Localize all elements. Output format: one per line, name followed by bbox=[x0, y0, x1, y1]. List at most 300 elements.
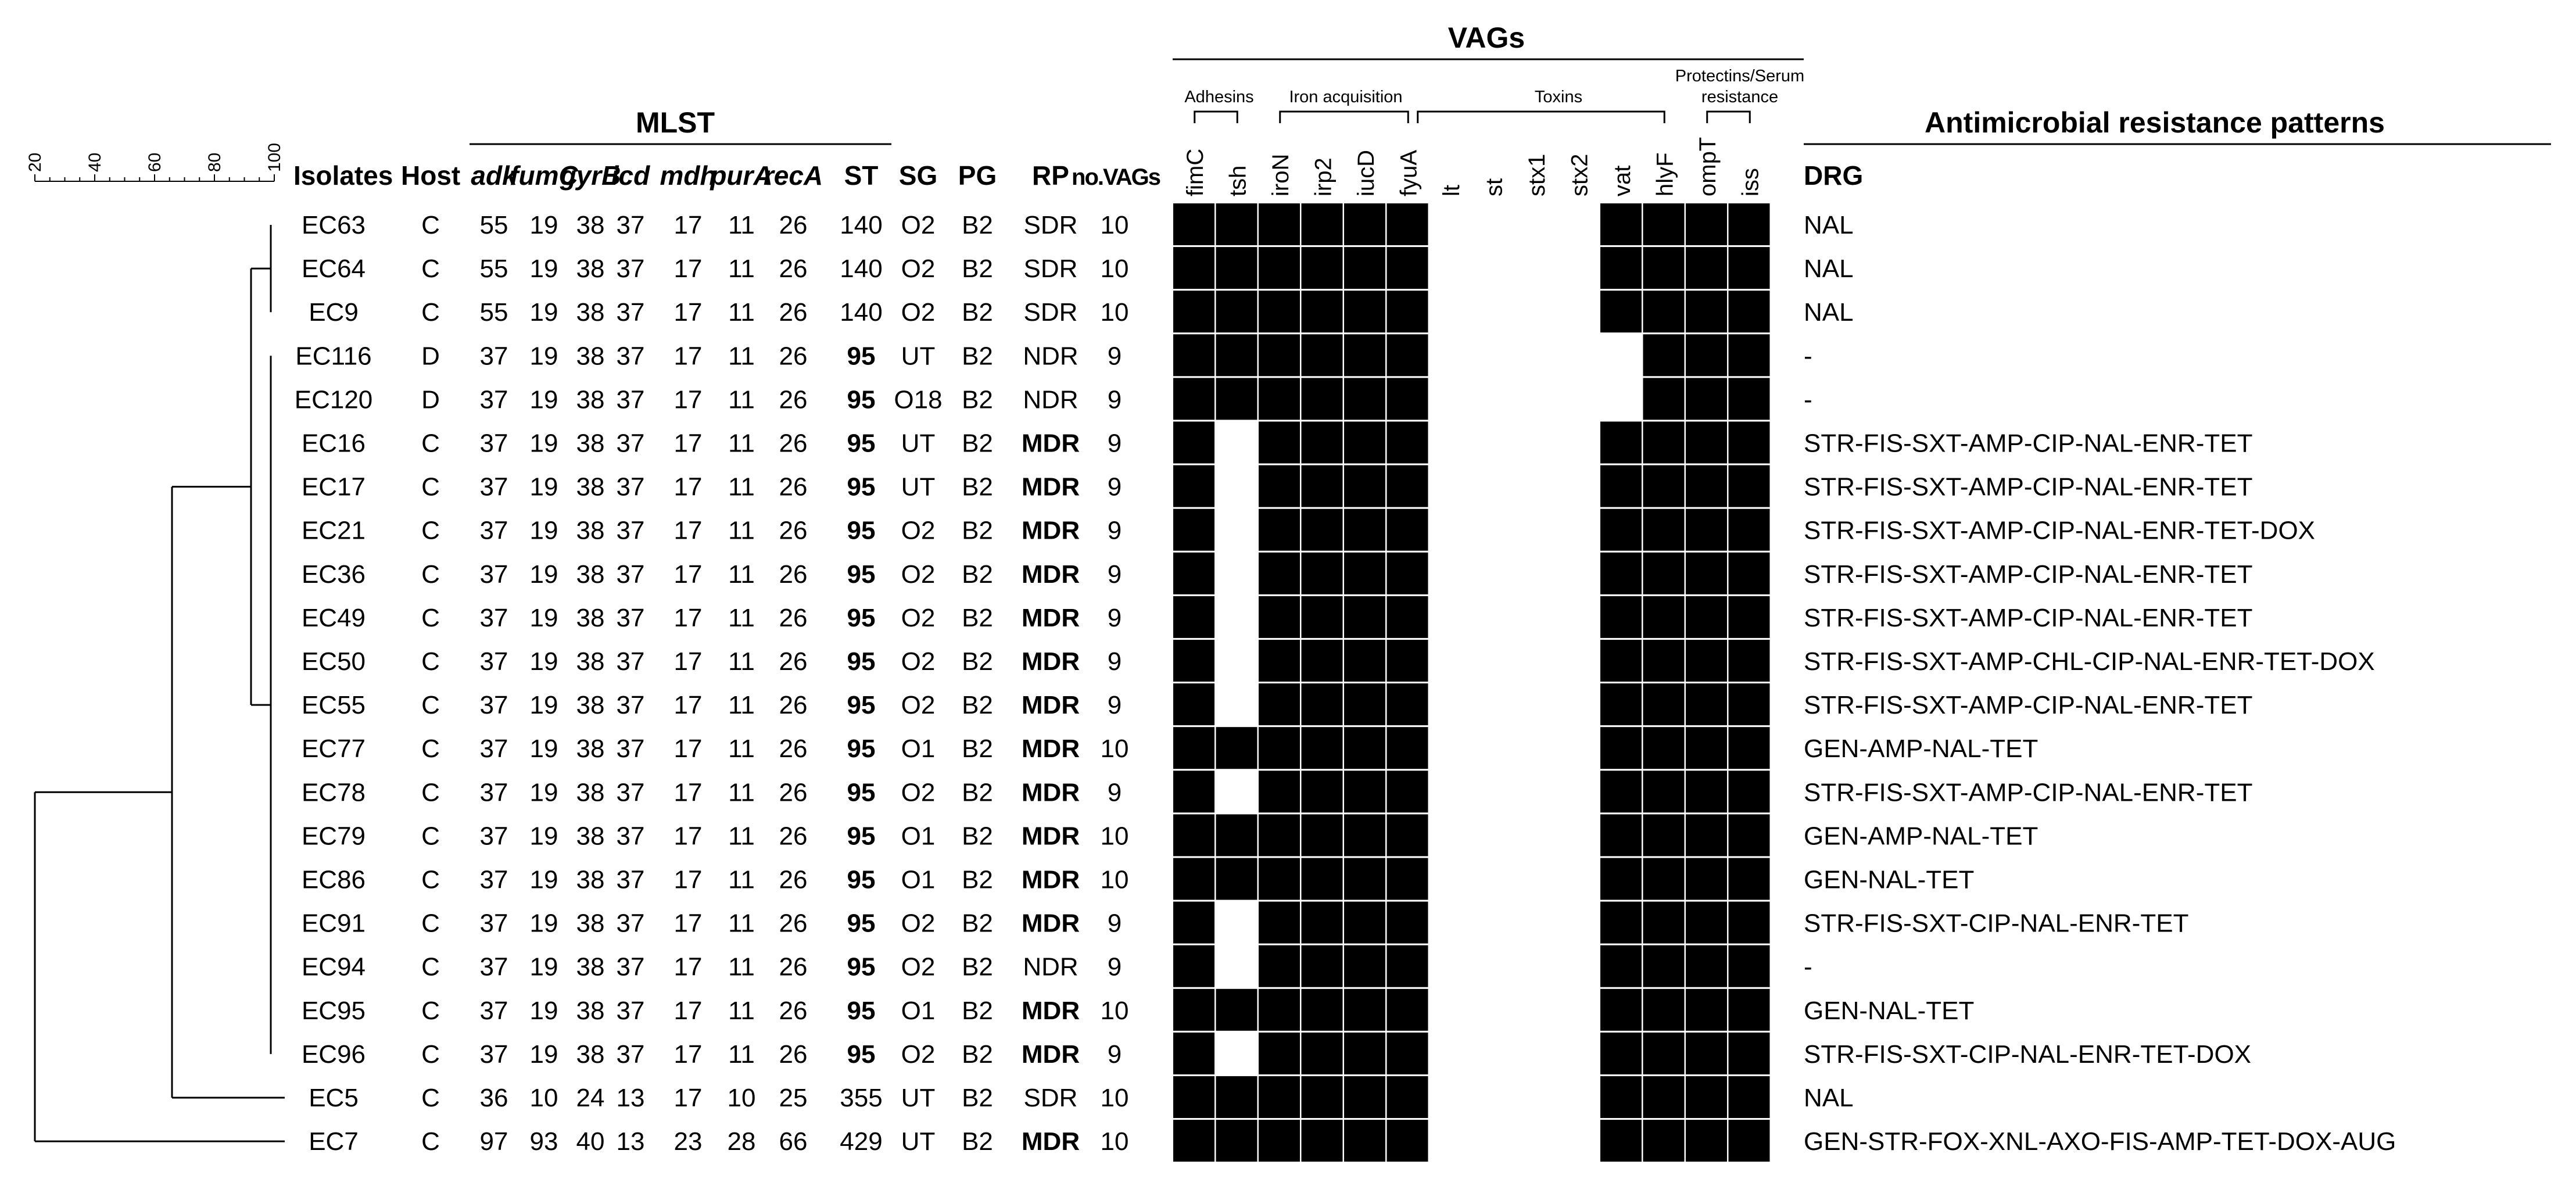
vag-label-fimC: fimC bbox=[1182, 148, 1208, 196]
mlst-allele: 26 bbox=[779, 865, 808, 894]
vag-cell-EC78-fyuA bbox=[1387, 771, 1428, 812]
vag-cell-EC21-fyuA bbox=[1387, 509, 1428, 551]
rp-value: MDR bbox=[1021, 909, 1080, 938]
mlst-allele: 37 bbox=[616, 342, 645, 371]
mlst-allele: 38 bbox=[576, 342, 605, 371]
isolate-id: EC49 bbox=[301, 603, 366, 632]
mlst-allele: 37 bbox=[616, 822, 645, 851]
vag-cell-EC7-iroN bbox=[1259, 1120, 1300, 1162]
vag-label-fyuA: fyuA bbox=[1396, 149, 1422, 196]
vag-cell-EC49-ompT bbox=[1686, 596, 1727, 638]
mlst-allele: 11 bbox=[728, 516, 755, 545]
scale-tick-label: 80 bbox=[205, 152, 224, 172]
vag-group-bracket bbox=[1280, 112, 1409, 123]
mlst-allele: 19 bbox=[529, 255, 558, 284]
mlst-allele: 26 bbox=[779, 255, 808, 284]
novags-value: 10 bbox=[1100, 865, 1129, 894]
rp-value: MDR bbox=[1021, 1127, 1080, 1156]
vag-cell-EC16-hlyF bbox=[1643, 422, 1685, 464]
vag-cell-EC5-iucD bbox=[1344, 1076, 1385, 1118]
vag-cell-EC96-fimC bbox=[1173, 1033, 1214, 1074]
sg-value: O2 bbox=[901, 211, 936, 239]
vag-cell-EC21-iucD bbox=[1344, 509, 1385, 551]
mlst-allele: 38 bbox=[576, 996, 605, 1025]
vag-cell-EC50-vat bbox=[1600, 640, 1642, 682]
vag-cell-EC7-vat bbox=[1600, 1120, 1642, 1162]
sg-value: O1 bbox=[901, 734, 936, 764]
rp-value: MDR bbox=[1021, 996, 1080, 1025]
host: C bbox=[421, 778, 440, 807]
mlst-allele: 37 bbox=[616, 298, 645, 327]
mlst-allele: 37 bbox=[479, 647, 508, 676]
vag-cell-EC96-fyuA bbox=[1387, 1033, 1428, 1074]
vag-cell-EC49-fyuA bbox=[1387, 596, 1428, 638]
mlst-allele: 17 bbox=[673, 734, 703, 764]
vag-cell-EC17-iroN bbox=[1259, 465, 1300, 507]
vag-cell-EC16-iroN bbox=[1259, 422, 1300, 464]
mlst-allele: 37 bbox=[616, 472, 645, 501]
mlst-allele: 37 bbox=[479, 1040, 508, 1069]
mlst-allele: 26 bbox=[779, 342, 808, 371]
sg-value: O1 bbox=[901, 996, 936, 1025]
vag-cell-EC116-fyuA bbox=[1387, 334, 1428, 376]
vag-cell-EC63-iss bbox=[1729, 203, 1770, 245]
vag-cell-EC50-iroN bbox=[1259, 640, 1300, 682]
st-value: 95 bbox=[847, 429, 876, 458]
vag-cell-EC86-irp2 bbox=[1302, 858, 1343, 900]
header-sg: SG bbox=[898, 160, 938, 191]
vag-cell-EC36-irp2 bbox=[1302, 553, 1343, 594]
mlst-allele: 11 bbox=[728, 909, 755, 938]
vag-cell-EC7-fimC bbox=[1173, 1120, 1214, 1162]
mlst-allele: 17 bbox=[673, 429, 703, 458]
vag-cell-EC77-ompT bbox=[1686, 727, 1727, 769]
vag-label-stx2: stx2 bbox=[1567, 153, 1593, 196]
vag-cell-EC86-vat bbox=[1600, 858, 1642, 900]
vag-cell-EC49-irp2 bbox=[1302, 596, 1343, 638]
sg-value: O1 bbox=[901, 865, 936, 894]
vag-cell-EC96-irp2 bbox=[1302, 1033, 1343, 1074]
mlst-title: MLST bbox=[635, 106, 715, 139]
st-value: 95 bbox=[847, 778, 876, 807]
vag-cell-EC91-iucD bbox=[1344, 902, 1385, 944]
dendrogram bbox=[35, 225, 285, 1141]
vag-cell-EC78-vat bbox=[1600, 771, 1642, 812]
vag-cell-EC49-vat bbox=[1600, 596, 1642, 638]
vag-cell-EC91-hlyF bbox=[1643, 902, 1685, 944]
rp-value: MDR bbox=[1021, 603, 1080, 632]
vag-cell-EC94-ompT bbox=[1686, 945, 1727, 987]
mlst-allele: 17 bbox=[673, 211, 703, 239]
st-value: 95 bbox=[847, 822, 876, 851]
vag-cell-EC55-vat bbox=[1600, 683, 1642, 725]
host: C bbox=[421, 822, 440, 851]
mlst-allele: 10 bbox=[727, 1084, 756, 1112]
vag-cell-EC96-hlyF bbox=[1643, 1033, 1685, 1074]
vag-cell-EC7-ompT bbox=[1686, 1120, 1727, 1162]
vag-cell-EC77-hlyF bbox=[1643, 727, 1685, 769]
vag-cell-EC7-tsh bbox=[1216, 1120, 1257, 1162]
mlst-allele: 11 bbox=[728, 647, 755, 676]
vag-cell-EC91-fimC bbox=[1173, 902, 1214, 944]
vag-cell-EC55-fimC bbox=[1173, 683, 1214, 725]
vag-cell-EC95-irp2 bbox=[1302, 989, 1343, 1031]
mlst-allele: 19 bbox=[529, 603, 558, 632]
mlst-allele: 37 bbox=[616, 996, 645, 1025]
mlst-allele: 11 bbox=[728, 603, 755, 632]
vag-cell-EC96-iucD bbox=[1344, 1033, 1385, 1074]
vag-cell-EC36-iucD bbox=[1344, 553, 1385, 594]
drg-value: STR-FIS-SXT-AMP-CIP-NAL-ENR-TET bbox=[1804, 560, 2253, 589]
mlst-allele: 37 bbox=[479, 778, 508, 807]
mlst-allele: 17 bbox=[673, 691, 703, 720]
mlst-allele: 17 bbox=[673, 909, 703, 938]
mlst-allele: 37 bbox=[616, 952, 645, 981]
pg-value: B2 bbox=[962, 429, 993, 458]
sg-value: O2 bbox=[901, 560, 936, 589]
vag-cell-EC36-hlyF bbox=[1643, 553, 1685, 594]
vag-cell-EC78-ompT bbox=[1686, 771, 1727, 812]
mlst-allele: 11 bbox=[728, 822, 755, 851]
mlst-allele: 37 bbox=[616, 516, 645, 545]
vag-cell-EC9-fimC bbox=[1173, 291, 1214, 332]
novags-value: 10 bbox=[1100, 822, 1129, 851]
mlst-allele: 10 bbox=[529, 1084, 558, 1112]
vag-cell-EC9-iss bbox=[1729, 291, 1770, 332]
mlst-allele: 26 bbox=[779, 778, 808, 807]
mlst-allele: 37 bbox=[616, 429, 645, 458]
vag-cell-EC91-ompT bbox=[1686, 902, 1727, 944]
vag-cell-EC78-fimC bbox=[1173, 771, 1214, 812]
pg-value: B2 bbox=[962, 385, 993, 414]
vag-label-iucD: iucD bbox=[1353, 149, 1379, 196]
host: C bbox=[421, 909, 440, 938]
header-isolates: Isolates bbox=[293, 160, 393, 191]
vag-cell-EC116-iroN bbox=[1259, 334, 1300, 376]
vag-group-bracket bbox=[1195, 112, 1238, 123]
mlst-allele: 26 bbox=[779, 385, 808, 414]
mlst-allele: 26 bbox=[779, 996, 808, 1025]
mlst-allele: 19 bbox=[529, 516, 558, 545]
st-value: 95 bbox=[847, 909, 876, 938]
vag-cell-EC55-fyuA bbox=[1387, 683, 1428, 725]
sg-value: O2 bbox=[901, 778, 936, 807]
vag-cell-EC64-irp2 bbox=[1302, 247, 1343, 289]
sg-value: O2 bbox=[901, 255, 936, 284]
st-value: 95 bbox=[847, 647, 876, 676]
host: D bbox=[421, 342, 440, 371]
vag-cell-EC86-iucD bbox=[1344, 858, 1385, 900]
drg-value: STR-FIS-SXT-AMP-CIP-NAL-ENR-TET-DOX bbox=[1804, 516, 2316, 545]
mlst-allele: 37 bbox=[479, 734, 508, 764]
isolate-id: EC120 bbox=[294, 385, 373, 414]
mlst-allele: 17 bbox=[673, 778, 703, 807]
novags-value: 9 bbox=[1107, 560, 1122, 589]
vag-cell-EC77-tsh bbox=[1216, 727, 1257, 769]
vag-cell-EC94-vat bbox=[1600, 945, 1642, 987]
amr-title: Antimicrobial resistance patterns bbox=[1925, 106, 2385, 139]
vag-group-label: Toxins bbox=[1534, 88, 1583, 106]
rp-value: SDR bbox=[1023, 298, 1078, 327]
mlst-allele: 55 bbox=[479, 255, 508, 284]
mlst-allele: 25 bbox=[779, 1084, 808, 1112]
header-gene-icd: icd bbox=[611, 160, 650, 191]
mlst-allele: 19 bbox=[529, 691, 558, 720]
mlst-allele: 55 bbox=[479, 211, 508, 239]
drg-value: NAL bbox=[1804, 255, 1854, 284]
mlst-allele: 37 bbox=[479, 516, 508, 545]
novags-value: 9 bbox=[1107, 952, 1122, 981]
vag-cell-EC96-vat bbox=[1600, 1033, 1642, 1074]
vag-cell-EC77-iss bbox=[1729, 727, 1770, 769]
vag-cell-EC77-fyuA bbox=[1387, 727, 1428, 769]
mlst-allele: 17 bbox=[673, 472, 703, 501]
sg-value: UT bbox=[901, 1084, 936, 1112]
pg-value: B2 bbox=[962, 298, 993, 327]
scale-tick-label: 40 bbox=[85, 152, 105, 172]
st-value: 95 bbox=[847, 996, 876, 1025]
vag-label-hlyF: hlyF bbox=[1652, 152, 1678, 196]
vag-cell-EC63-fimC bbox=[1173, 203, 1214, 245]
novags-value: 9 bbox=[1107, 385, 1122, 414]
rp-value: MDR bbox=[1021, 865, 1080, 894]
mlst-allele: 38 bbox=[576, 298, 605, 327]
vag-cell-EC79-ompT bbox=[1686, 814, 1727, 856]
vag-cell-EC9-vat bbox=[1600, 291, 1642, 332]
mlst-allele: 37 bbox=[479, 822, 508, 851]
mlst-allele: 11 bbox=[728, 778, 755, 807]
novags-value: 9 bbox=[1107, 342, 1122, 371]
vag-cell-EC94-irp2 bbox=[1302, 945, 1343, 987]
mlst-allele: 26 bbox=[779, 472, 808, 501]
vag-cell-EC49-iroN bbox=[1259, 596, 1300, 638]
vag-cell-EC55-iroN bbox=[1259, 683, 1300, 725]
pg-value: B2 bbox=[962, 691, 993, 720]
st-value: 95 bbox=[847, 691, 876, 720]
sg-value: UT bbox=[901, 342, 936, 371]
vag-cell-EC79-tsh bbox=[1216, 814, 1257, 856]
host: C bbox=[421, 865, 440, 894]
vag-cell-EC36-iroN bbox=[1259, 553, 1300, 594]
vag-cell-EC21-ompT bbox=[1686, 509, 1727, 551]
vag-cell-EC77-fimC bbox=[1173, 727, 1214, 769]
rp-value: NDR bbox=[1023, 342, 1079, 371]
vag-cell-EC9-hlyF bbox=[1643, 291, 1685, 332]
mlst-allele: 37 bbox=[616, 865, 645, 894]
vag-cell-EC9-tsh bbox=[1216, 291, 1257, 332]
mlst-allele: 17 bbox=[673, 603, 703, 632]
mlst-allele: 19 bbox=[529, 472, 558, 501]
header-rp: RP bbox=[1032, 160, 1069, 191]
drg-value: GEN-NAL-TET bbox=[1804, 996, 1975, 1025]
vag-cell-EC79-fimC bbox=[1173, 814, 1214, 856]
vag-cell-EC86-fimC bbox=[1173, 858, 1214, 900]
vag-cell-EC21-irp2 bbox=[1302, 509, 1343, 551]
mlst-allele: 37 bbox=[479, 342, 508, 371]
vag-cell-EC86-hlyF bbox=[1643, 858, 1685, 900]
vag-cell-EC78-iucD bbox=[1344, 771, 1385, 812]
vag-cell-EC95-tsh bbox=[1216, 989, 1257, 1031]
vag-cell-EC64-iroN bbox=[1259, 247, 1300, 289]
vag-cell-EC64-fyuA bbox=[1387, 247, 1428, 289]
vag-cell-EC120-fyuA bbox=[1387, 378, 1428, 420]
vag-cell-EC7-hlyF bbox=[1643, 1120, 1685, 1162]
mlst-allele: 17 bbox=[673, 516, 703, 545]
vag-cell-EC116-iss bbox=[1729, 334, 1770, 376]
drg-value: STR-FIS-SXT-AMP-CIP-NAL-ENR-TET bbox=[1804, 603, 2253, 632]
mlst-allele: 37 bbox=[479, 996, 508, 1025]
mlst-allele: 37 bbox=[479, 429, 508, 458]
mlst-allele: 17 bbox=[673, 255, 703, 284]
isolate-id: EC21 bbox=[301, 516, 366, 545]
header-novags: no.VAGs bbox=[1072, 164, 1160, 190]
mlst-allele: 19 bbox=[529, 385, 558, 414]
vag-cell-EC64-iss bbox=[1729, 247, 1770, 289]
mlst-allele: 17 bbox=[673, 385, 703, 414]
vag-label-ompT: ompT bbox=[1694, 137, 1721, 196]
rp-value: MDR bbox=[1021, 429, 1080, 458]
sg-value: O2 bbox=[901, 603, 936, 632]
mlst-allele: 37 bbox=[616, 385, 645, 414]
mlst-allele: 26 bbox=[779, 211, 808, 239]
pg-value: B2 bbox=[962, 778, 993, 807]
drg-value: - bbox=[1804, 385, 1812, 414]
vag-cell-EC17-fyuA bbox=[1387, 465, 1428, 507]
mlst-allele: 11 bbox=[728, 734, 755, 764]
novags-value: 9 bbox=[1107, 1040, 1122, 1069]
vag-label-stx1: stx1 bbox=[1524, 153, 1550, 196]
mlst-allele: 19 bbox=[529, 952, 558, 981]
mlst-allele: 19 bbox=[529, 909, 558, 938]
vag-cell-EC120-irp2 bbox=[1302, 378, 1343, 420]
mlst-allele: 11 bbox=[728, 255, 755, 284]
vag-cell-EC36-fimC bbox=[1173, 553, 1214, 594]
vag-cell-EC91-iss bbox=[1729, 902, 1770, 944]
novags-value: 10 bbox=[1100, 211, 1129, 239]
novags-value: 10 bbox=[1100, 734, 1129, 764]
vag-cell-EC49-fimC bbox=[1173, 596, 1214, 638]
drg-value: STR-FIS-SXT-AMP-CIP-NAL-ENR-TET bbox=[1804, 429, 2253, 458]
vag-cell-EC120-tsh bbox=[1216, 378, 1257, 420]
mlst-allele: 19 bbox=[529, 865, 558, 894]
isolate-id: EC95 bbox=[301, 996, 366, 1025]
header-gene-gyrB: gyrB bbox=[560, 160, 621, 191]
mlst-allele: 37 bbox=[479, 909, 508, 938]
host: C bbox=[421, 1084, 440, 1112]
novags-value: 10 bbox=[1100, 1127, 1129, 1156]
vag-cell-EC16-irp2 bbox=[1302, 422, 1343, 464]
vag-label-irp2: irp2 bbox=[1310, 157, 1337, 196]
vag-cell-EC17-hlyF bbox=[1643, 465, 1685, 507]
mlst-allele: 17 bbox=[673, 298, 703, 327]
drg-value: STR-FIS-SXT-AMP-CIP-NAL-ENR-TET bbox=[1804, 691, 2253, 720]
vag-cell-EC16-fimC bbox=[1173, 422, 1214, 464]
mlst-allele: 38 bbox=[576, 952, 605, 981]
mlst-allele: 26 bbox=[779, 560, 808, 589]
vag-cell-EC95-hlyF bbox=[1643, 989, 1685, 1031]
vag-group-brackets bbox=[1184, 67, 1804, 123]
vag-label-st: st bbox=[1481, 178, 1507, 196]
st-value: 95 bbox=[847, 952, 876, 981]
mlst-allele: 11 bbox=[728, 952, 755, 981]
host: C bbox=[421, 472, 440, 501]
vag-cell-EC55-irp2 bbox=[1302, 683, 1343, 725]
table-row bbox=[302, 734, 2038, 763]
vag-cell-EC94-fimC bbox=[1173, 945, 1214, 987]
mlst-allele: 38 bbox=[576, 909, 605, 938]
host: C bbox=[421, 298, 440, 327]
mlst-allele: 37 bbox=[616, 1040, 645, 1069]
vag-cell-EC77-vat bbox=[1600, 727, 1642, 769]
mlst-allele: 17 bbox=[673, 865, 703, 894]
vag-cell-EC9-iucD bbox=[1344, 291, 1385, 332]
vag-cell-EC7-fyuA bbox=[1387, 1120, 1428, 1162]
vag-cell-EC7-irp2 bbox=[1302, 1120, 1343, 1162]
rp-value: MDR bbox=[1021, 472, 1080, 501]
rp-value: NDR bbox=[1023, 385, 1079, 414]
pg-value: B2 bbox=[962, 1084, 993, 1112]
vag-cell-EC50-irp2 bbox=[1302, 640, 1343, 682]
vag-cell-EC50-iucD bbox=[1344, 640, 1385, 682]
sg-value: O2 bbox=[901, 952, 936, 981]
vag-cell-EC50-ompT bbox=[1686, 640, 1727, 682]
host: C bbox=[421, 603, 440, 632]
header-pg: PG bbox=[958, 160, 997, 191]
vag-cell-EC21-iss bbox=[1729, 509, 1770, 551]
mlst-allele: 38 bbox=[576, 1040, 605, 1069]
st-value: 95 bbox=[847, 342, 876, 371]
isolate-id: EC91 bbox=[301, 909, 366, 938]
vag-cell-EC63-fyuA bbox=[1387, 203, 1428, 245]
mlst-allele: 26 bbox=[779, 952, 808, 981]
vag-cell-EC116-iucD bbox=[1344, 334, 1385, 376]
mlst-allele: 28 bbox=[727, 1127, 756, 1156]
vag-cell-EC78-iroN bbox=[1259, 771, 1300, 812]
sg-value: UT bbox=[901, 472, 936, 501]
vag-cell-EC5-hlyF bbox=[1643, 1076, 1685, 1118]
header-gene-fumC: fumC bbox=[510, 160, 578, 191]
host: C bbox=[421, 211, 440, 239]
vag-cell-EC17-irp2 bbox=[1302, 465, 1343, 507]
mlst-allele: 37 bbox=[616, 560, 645, 589]
vag-cell-EC96-iroN bbox=[1259, 1033, 1300, 1074]
mlst-allele: 17 bbox=[673, 822, 703, 851]
mlst-allele: 19 bbox=[529, 822, 558, 851]
table-row bbox=[295, 342, 1812, 370]
novags-value: 10 bbox=[1100, 1084, 1129, 1112]
host: C bbox=[421, 516, 440, 545]
novags-value: 9 bbox=[1107, 603, 1122, 632]
vag-cell-EC55-iucD bbox=[1344, 683, 1385, 725]
vag-cell-EC9-ompT bbox=[1686, 291, 1727, 332]
vag-cell-EC63-ompT bbox=[1686, 203, 1727, 245]
header-host: Host bbox=[401, 160, 461, 191]
mlst-allele: 37 bbox=[616, 647, 645, 676]
sg-value: O2 bbox=[901, 691, 936, 720]
mlst-allele: 11 bbox=[728, 429, 755, 458]
rp-value: MDR bbox=[1021, 822, 1080, 851]
mlst-allele: 38 bbox=[576, 603, 605, 632]
mlst-allele: 19 bbox=[529, 996, 558, 1025]
mlst-allele: 17 bbox=[673, 1084, 703, 1112]
mlst-allele: 19 bbox=[529, 429, 558, 458]
host: C bbox=[421, 952, 440, 981]
vag-cell-EC16-vat bbox=[1600, 422, 1642, 464]
vag-cell-EC94-fyuA bbox=[1387, 945, 1428, 987]
pg-value: B2 bbox=[962, 255, 993, 284]
dendrogram-scale bbox=[26, 143, 284, 181]
vag-cell-EC50-fyuA bbox=[1387, 640, 1428, 682]
